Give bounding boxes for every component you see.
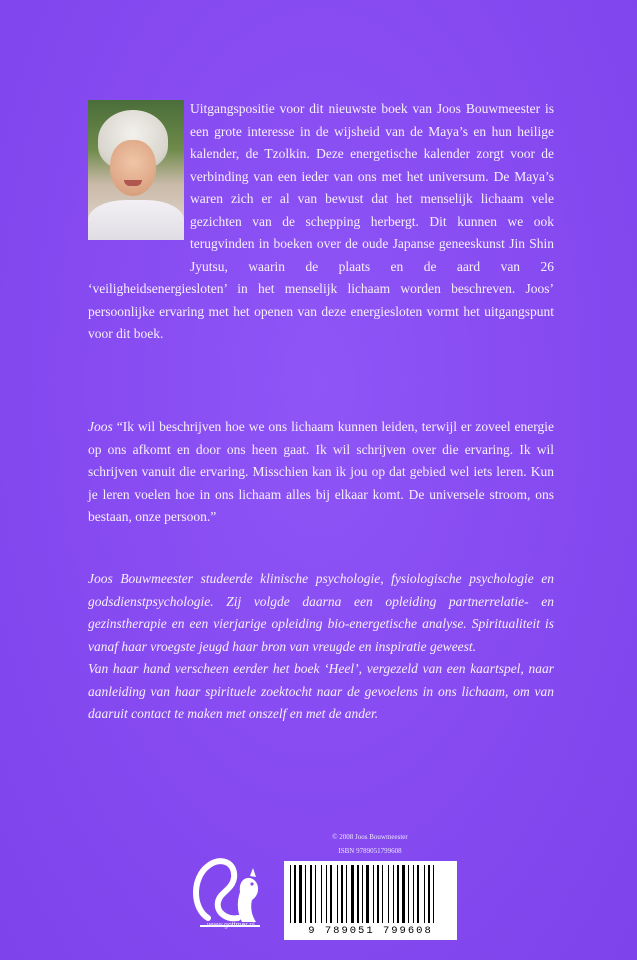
barcode-bar — [351, 865, 354, 923]
barcode-bar — [337, 865, 338, 923]
quote-speaker: Joos — [88, 419, 113, 434]
barcode-bar — [388, 865, 389, 923]
barcode-bar — [417, 865, 419, 923]
barcode-bar — [357, 865, 359, 923]
barcode-bar — [330, 865, 332, 923]
barcode-bar — [426, 865, 427, 923]
barcode-bar — [408, 865, 409, 923]
barcode-bar — [375, 865, 376, 923]
barcode-bar — [305, 865, 306, 923]
bio-paragraph: Van haar hand verscheen eerder het boek ‘Heel’, vergezeld van een kaartspel, naar aanleiding van haar spirituele zoektocht naar de gevoelens in ons lichaam, om van daaruit contact te maken met onszelf en met de ander. — [88, 661, 554, 721]
barcode-bar — [397, 865, 399, 923]
barcode-bar — [339, 865, 340, 923]
barcode-bar — [313, 865, 314, 923]
intro-paragraph-block — [88, 98, 554, 346]
barcode-bar — [370, 865, 372, 923]
barcode-bars — [290, 865, 451, 923]
barcode-bar — [297, 865, 298, 923]
barcode-bar — [299, 865, 302, 923]
quote-text: “Ik wil beschrijven hoe we ons lichaam kunnen leiden, terwijl er zoveel energie op ons afkomt en door ons heen gaat. Ik wil schrijven over die ervaring. Ik wil schrijven vanuit die ervaring. Misschien kan ik jou op dat gebied wel iets leren. Kun je leren voelen hoe in ons lichaam alles bij elkaar komt. De universele stroom, ons bestaan, onze persoon.” — [88, 419, 555, 524]
barcode-bar — [344, 865, 345, 923]
barcode-bar — [402, 865, 405, 923]
barcode-bar — [393, 865, 394, 923]
barcode-bar — [360, 865, 361, 923]
barcode-bar — [294, 865, 296, 923]
barcode-bar — [406, 865, 407, 923]
barcode-bar — [323, 865, 325, 923]
barcode-bar — [380, 865, 381, 923]
barcode-bar — [326, 865, 327, 923]
barcode-bar — [355, 865, 356, 923]
barcode-bar — [413, 865, 414, 923]
barcode-bar — [317, 865, 320, 923]
bio-paragraph: Joos Bouwmeester studeerde klinische psychologie, fysiologische psychologie en godsdienstpsychologie. Zij volgde daarna een opleiding partnerrelatie- en gezinstherapie en een vierjarige opleiding bio-energetische analyse. Spiritualiteit is vanaf haar vroegste jeugd haar bron van vreugde en inspiratie geweest. — [88, 571, 554, 654]
barcode-bar — [400, 865, 401, 923]
barcode-bar — [341, 865, 343, 923]
isbn-line: ISBN 9789051799608 — [338, 847, 402, 855]
barcode-bar — [431, 865, 432, 923]
barcode-bar — [382, 865, 383, 923]
barcode-bar — [307, 865, 309, 923]
colophon — [285, 830, 455, 858]
barcode-bar — [433, 865, 434, 923]
barcode-bar — [428, 865, 430, 923]
barcode-bar — [346, 865, 347, 923]
barcode-bar — [303, 865, 304, 923]
barcode-bar — [415, 865, 416, 923]
barcode-bar — [384, 865, 387, 923]
quote-paragraph-block — [88, 416, 554, 529]
author-bio — [88, 568, 554, 726]
barcode-bar — [435, 865, 437, 923]
barcode-bar — [333, 865, 336, 923]
barcode-bar — [292, 865, 293, 923]
barcode-bar — [377, 865, 379, 923]
barcode-bar — [348, 865, 350, 923]
barcode-bar — [390, 865, 392, 923]
barcode-bar — [328, 865, 329, 923]
barcode-bar — [290, 865, 291, 923]
barcode-bar — [362, 865, 363, 923]
barcode-bar — [395, 865, 396, 923]
barcode-bar — [424, 865, 425, 923]
barcode-digits: 9 789051 799608 — [308, 925, 433, 937]
barcode-bar — [420, 865, 423, 923]
barcode-bar — [315, 865, 316, 923]
barcode-bar — [321, 865, 322, 923]
barcode-bar — [364, 865, 365, 923]
barcode-bar — [373, 865, 374, 923]
publisher-website: www.gottmer.nl — [207, 922, 255, 929]
barcode-bar — [366, 865, 369, 923]
copyright-line: © 2008 Joos Bouwmeester — [332, 833, 408, 841]
barcode-bar — [310, 865, 312, 923]
intro-paragraph: Uitgangspositie voor dit nieuwste boek van Joos Bouwmeester is een grote interesse in de wijsheid van de Maya’s en hun heilige kalender, de Tzolkin. Deze energetische kalender zorgt voor de verbinding van een ieder van ons met het universum. De Maya’s waren zich er al van bewust dat het menselijk lichaam vele gezichten van de schepping herbergt. Dit kunnen we ook terugvinden in boeken over de oude Japanse geneeskunst Jin Shin Jyutsu, waarin de plaats en de aard van 26 ‘veiligheidsenergiesloten’ in het menselijk lichaam worden beschreven. Joos’ persoonlijke ervaring met het openen van deze energiesloten vormt het uitgangspunt voor dit boek. — [88, 101, 554, 341]
isbn-barcode — [284, 861, 457, 940]
barcode-bar — [410, 865, 412, 923]
